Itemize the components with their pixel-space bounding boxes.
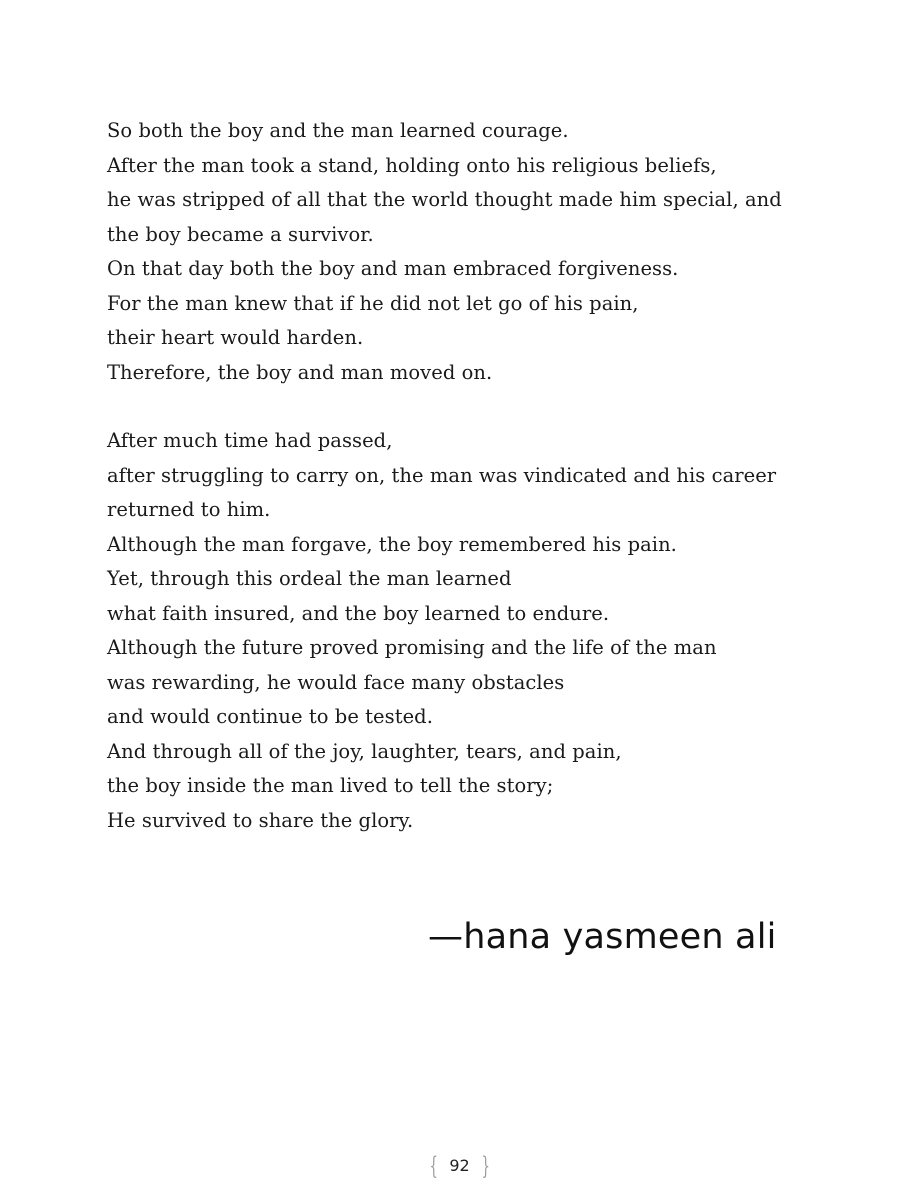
stanza-1 [107, 114, 827, 390]
poem-line: Yet, through this ordeal the man learned [107, 567, 512, 590]
poem-line: was rewarding, he would face many obstacles [107, 670, 565, 694]
poem-line: their heart would harden. [107, 326, 364, 349]
page-footer [0, 1151, 919, 1181]
page-number: 92 [449, 1156, 470, 1175]
poem-line: And through all of the joy, laughter, tears, and pain, [107, 739, 622, 763]
left-ornament: { [429, 1152, 438, 1180]
poem-line: After much time had passed, [107, 429, 393, 452]
right-ornament: } [481, 1152, 490, 1180]
poem-body [107, 114, 827, 838]
poem-line: and would continue to be tested. [107, 705, 433, 728]
author-signature: —hana yasmeen ali [428, 917, 777, 957]
stanza-2 [107, 424, 827, 838]
poem-line: So both the boy and the man learned courage. [107, 119, 569, 142]
poem-line: For the man knew that if he did not let go of his pain, [107, 291, 639, 315]
poem-line: he was stripped of all that the world thought made him special, and [107, 188, 782, 211]
poem-line: after struggling to carry on, the man was vindicated and his career [107, 463, 777, 487]
poem-line: Although the future proved promising and the life of the man [107, 636, 717, 659]
poem-line: Therefore, the boy and man moved on. [107, 360, 493, 384]
poem-line: He survived to share the glory. [107, 808, 414, 832]
poem-line: After the man took a stand, holding onto his religious beliefs, [107, 153, 717, 177]
poem-line: what faith insured, and the boy learned to endure. [107, 601, 610, 625]
poem-line: On that day both the boy and man embraced forgiveness. [107, 257, 679, 280]
poem-line: Although the man forgave, the boy remembered his pain. [107, 532, 677, 556]
poem-line: returned to him. [107, 498, 271, 521]
poem-line: the boy inside the man lived to tell the story; [107, 774, 554, 797]
poem-line: the boy became a survivor. [107, 222, 374, 246]
